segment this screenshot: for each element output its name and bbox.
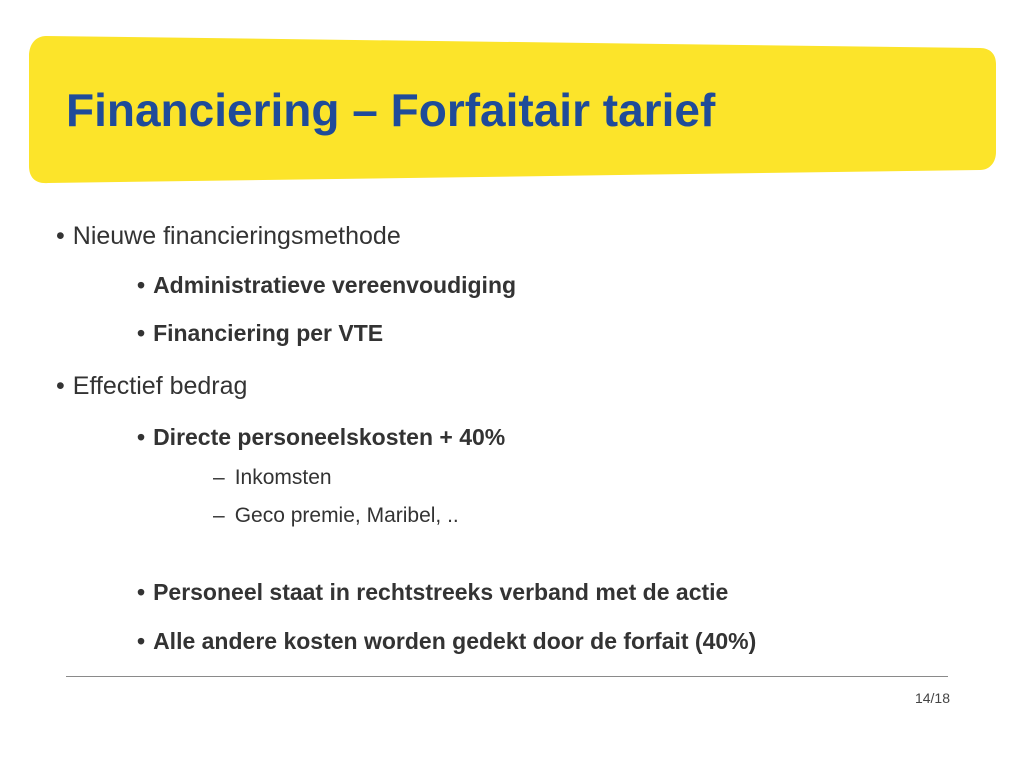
bullet-text: Inkomsten: [234, 466, 332, 489]
bullet-text: Geco premie, Maribel, ..: [234, 504, 459, 527]
sub-bullet-item: [137, 319, 383, 347]
sub-bullet-item: [137, 578, 728, 606]
bullet-text: Directe personeelskosten + 40%: [153, 424, 506, 450]
bullet-marker: •: [137, 424, 146, 450]
sub-sub-bullet-item: [213, 465, 332, 491]
bullet-text: Administratieve vereenvoudiging: [153, 272, 517, 298]
bullet-text: Alle andere kosten worden gedekt door de forfait (40%): [153, 628, 757, 654]
bullet-text: Effectief bedrag: [72, 372, 248, 400]
footer-divider: [66, 676, 948, 677]
dash-marker: –: [213, 466, 225, 489]
slide-title: Financiering – Forfaitair tarief: [66, 84, 716, 136]
page-number: 14/18: [914, 690, 950, 706]
bullet-marker: •: [137, 272, 146, 298]
sub-bullet-item: [137, 627, 756, 655]
bullet-marker: •: [137, 579, 146, 605]
bullet-item: [56, 371, 247, 401]
bullet-item: [56, 221, 401, 251]
bullet-marker: •: [56, 222, 65, 250]
sub-bullet-item: [137, 271, 516, 299]
bullet-text: Nieuwe financieringsmethode: [72, 222, 401, 250]
sub-bullet-item: [137, 423, 505, 451]
bullet-marker: •: [56, 372, 65, 400]
bullet-marker: •: [137, 628, 146, 654]
bullet-text: Personeel staat in rechtstreeks verband met de actie: [153, 579, 729, 605]
dash-marker: –: [213, 504, 225, 527]
sub-sub-bullet-item: [213, 503, 459, 529]
bullet-text: Financiering per VTE: [153, 320, 384, 346]
bullet-marker: •: [137, 320, 146, 346]
